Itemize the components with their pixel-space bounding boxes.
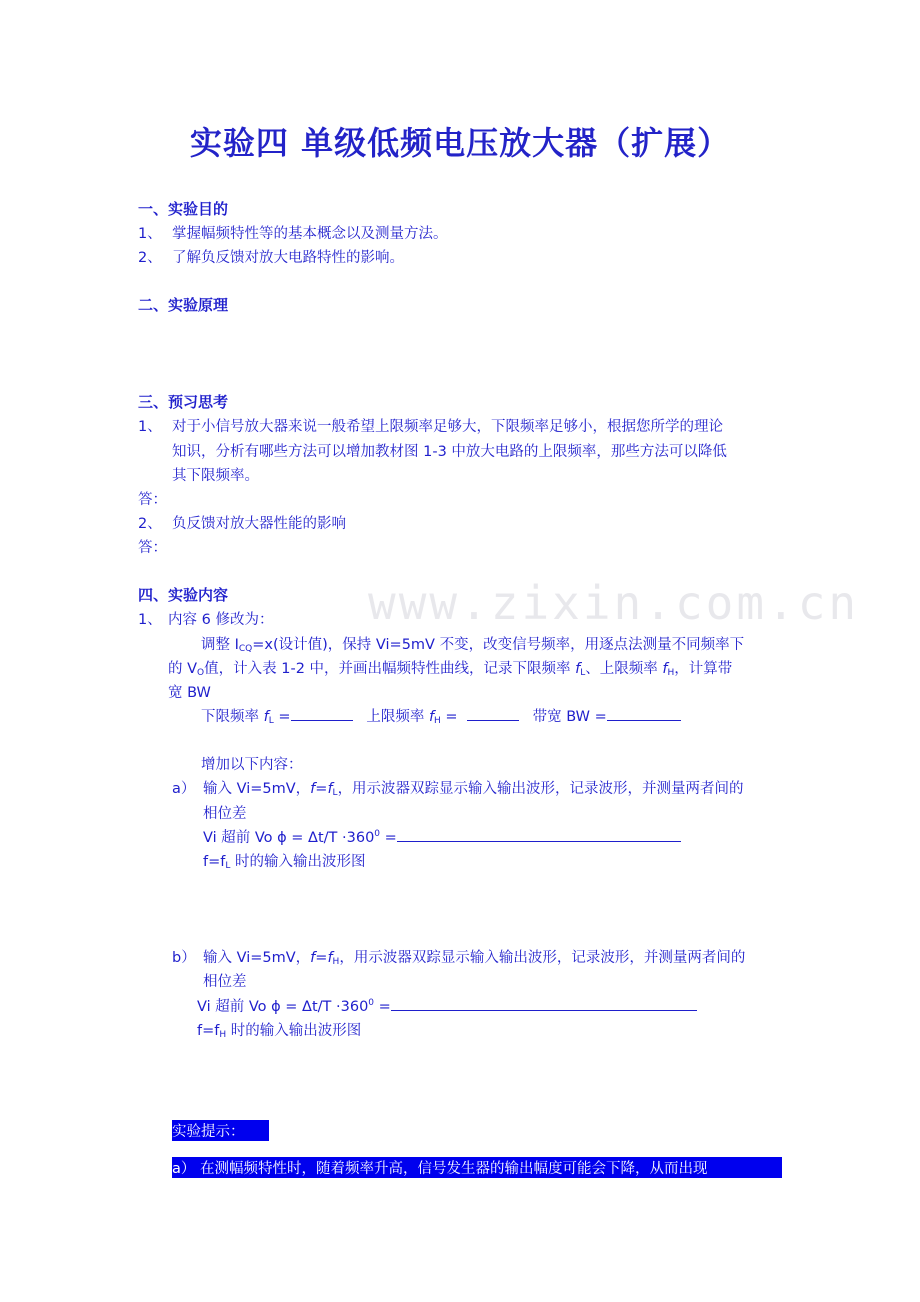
list-item-number: 1、: [138, 226, 162, 242]
list-item-number: 2、: [138, 250, 162, 266]
question-text-line: 对于小信号放大器来说一般希望上限频率足够大，下限频率足够小，根据您所学的理论: [172, 419, 723, 435]
question-number: 1、: [138, 419, 162, 435]
sub-item-line: 输入 Vi=5mV，$f=f_L$，用示波器双踪显示输入输出波形，记录波形，并测量两者间的: [203, 781, 744, 798]
sub-item-line: 输入 Vi=5mV，$f=f_H$，用示波器双踪显示输入输出波形，记录波形，并测量两者间的: [203, 950, 746, 967]
hint-text: a） 在测幅频特性时，随着频率升高，信号发生器的输出幅度可能会下降，从而出现: [172, 1157, 782, 1178]
watermark: www.zixin.com.cn: [368, 576, 860, 630]
answer-label: 答：: [138, 540, 167, 556]
paragraph-line: 宽 BW: [168, 685, 211, 701]
sub-item-label: a）: [172, 781, 196, 797]
section-heading-purpose: 一、实验目的: [138, 200, 229, 218]
hint-label: 实验提示：: [172, 1120, 269, 1141]
waveform-caption: $f=f_L$ 时的输入输出波形图: [203, 854, 366, 871]
paragraph-line: 调整 $I_{CQ}=x$(设计值)，保持 Vi=5mV 不变，改变信号频率，用逐点法测量不同频率下: [201, 637, 745, 654]
bandwidth-blank[interactable]: [607, 706, 681, 721]
measurement-line: 下限频率 $f_L$ = 上限频率 $f_H$ = 带宽 BW =: [201, 705, 681, 726]
phase-line: Vi 超前 Vo $\phi = \Delta t/T \cdot 360^0$ =: [203, 826, 681, 847]
list-item-number: 1、: [138, 612, 162, 628]
answer-label: 答：: [138, 492, 167, 508]
lower-frequency-blank[interactable]: [291, 706, 353, 721]
sub-item-line: 相位差: [203, 974, 247, 990]
question-number: 2、: [138, 516, 162, 532]
section-heading-content: 四、实验内容: [138, 586, 229, 604]
page-title: 实验四 单级低频电压放大器（扩展）: [189, 124, 731, 162]
paragraph-line: 的 $V_O$值，计入表 1-2 中，并画出幅频特性曲线，记录下限频率 $f_L$、上限频率 $f_H$，计算带: [168, 661, 733, 678]
list-item: 了解负反馈对放大电路特性的影响。: [172, 250, 404, 266]
sub-item-line: 相位差: [203, 806, 247, 822]
question-text: 负反馈对放大器性能的影响: [172, 516, 346, 532]
question-text-line: 其下限频率。: [172, 468, 259, 484]
waveform-caption: $f=f_H$ 时的输入输出波形图: [197, 1023, 362, 1040]
sub-item-label: b）: [172, 950, 196, 966]
phase-a-blank[interactable]: [397, 827, 681, 842]
question-text-line: 知识，分析有哪些方法可以增加教材图 1-3 中放大电路的上限频率，那些方法可以降低: [172, 444, 727, 460]
add-content-label: 增加以下内容：: [201, 757, 303, 773]
phase-b-blank[interactable]: [391, 996, 697, 1011]
list-item: 内容 6 修改为：: [168, 612, 274, 628]
section-heading-principle: 二、实验原理: [138, 296, 229, 314]
upper-frequency-blank[interactable]: [467, 706, 519, 721]
list-item: 掌握幅频特性等的基本概念以及测量方法。: [172, 226, 448, 242]
phase-line: Vi 超前 Vo $\phi = \Delta t/T \cdot 360^0$ =: [197, 995, 697, 1016]
section-heading-preview: 三、预习思考: [138, 393, 229, 411]
